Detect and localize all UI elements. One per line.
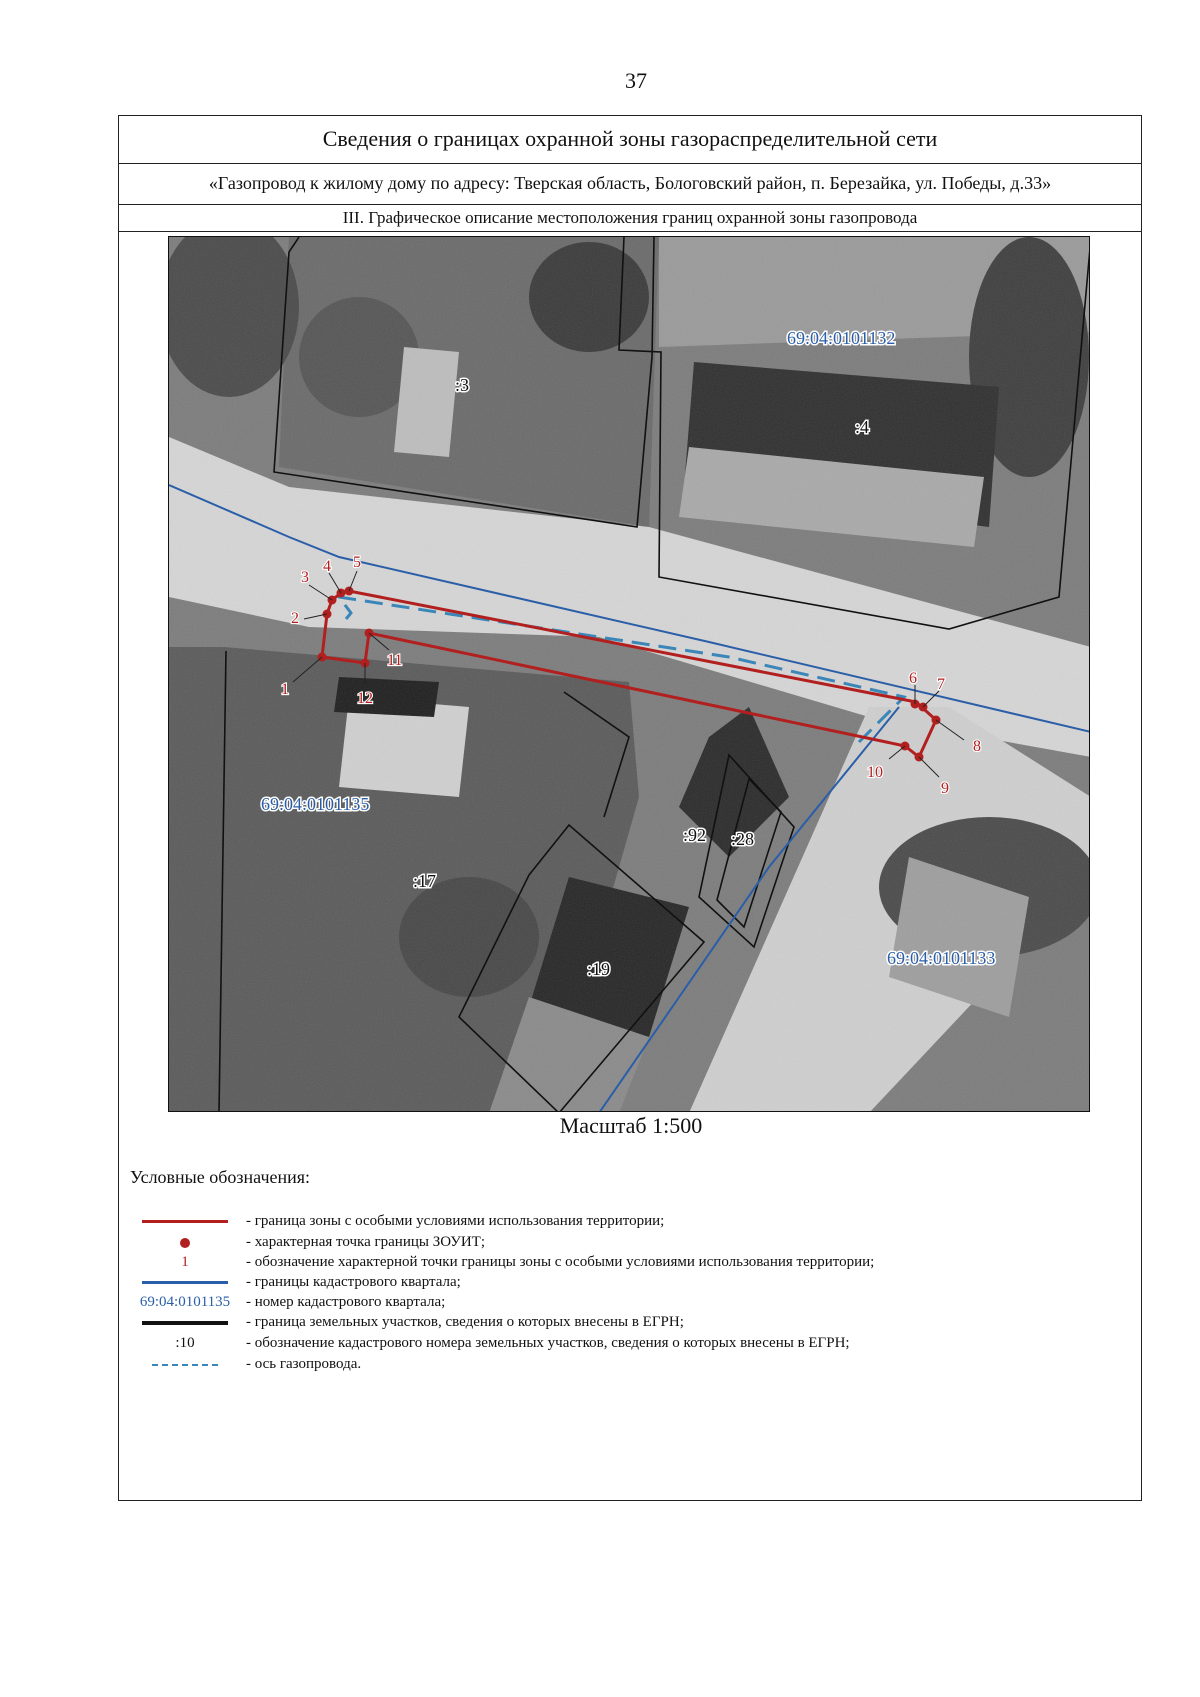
dashed-line-symbol [152,1364,218,1366]
legend-text: - граница зоны с особыми условиями использования территории; [246,1213,665,1229]
quarter-number-sample: 69:04:0101135 [139,1294,231,1310]
red-dot-symbol [180,1238,190,1248]
legend-item-parcel-boundary [126,1312,1136,1333]
page-number: 37 [625,68,647,93]
legend-item-zone-point [126,1232,1136,1253]
point-label-3: 3 [301,569,309,586]
photo-grain [169,237,1090,1112]
point-label-7: 7 [937,676,945,693]
legend-item-quarter-boundary [126,1272,1136,1293]
point-label-2: 2 [291,610,299,627]
point-label-9: 9 [941,780,949,797]
legend-title: Условные обозначения: [130,1167,311,1187]
legend-text: - обозначение кадастрового номера земельных участков, сведения о которых внесены в ЕГРН; [246,1335,850,1351]
map-scale: Масштаб 1:500 [559,1113,703,1138]
point-label-8: 8 [973,738,981,755]
point-label-6: 6 [909,670,917,687]
quarter-label-0101132: 69:04:0101132 [787,328,896,348]
parcel-label-28: :28 [731,829,755,849]
parcel-number-sample: :10 [175,1335,195,1351]
map-svg [169,237,1090,1112]
point-label-1: 1 [281,681,289,698]
quarter-label-0101135: 69:04:0101135 [261,794,370,814]
legend-text: - номер кадастрового квартала; [246,1294,446,1310]
parcel-label-4: :4 [855,417,870,437]
point-label-12: 12 [357,690,373,707]
section-heading: III. Графическое описание местоположения границ охранной зоны газопровода [119,205,1141,232]
parcel-label-3: :3 [455,375,470,395]
point-label-5: 5 [353,554,361,571]
legend-item-quarter-number [126,1292,1136,1313]
parcel-label-92: :92 [683,825,707,845]
object-name: «Газопровод к жилому дому по адресу: Тверская область, Бологовский район, п. Березайка, ул. Победы, д.33» [119,164,1141,205]
legend-text: - характерная точка границы ЗОУИТ; [246,1234,485,1250]
quarter-label-0101133: 69:04:0101133 [887,948,996,968]
point-label-10: 10 [867,764,883,781]
legend-item-parcel-number [126,1333,1136,1354]
legend-item-zone-boundary [126,1211,1136,1232]
red-line-symbol [142,1220,228,1223]
parcel-label-17: :17 [413,871,437,891]
point-number-sample: 1 [181,1254,189,1270]
black-line-symbol [142,1321,228,1325]
blue-line-symbol [142,1281,228,1284]
point-label-11: 11 [387,652,403,669]
legend-text: - ось газопровода. [246,1356,362,1372]
map-area [168,236,1090,1112]
legend-text: - граница земельных участков, сведения о которых внесены в ЕГРН; [246,1314,684,1330]
document-title: Сведения о границах охранной зоны газораспределительной сети [119,116,1141,164]
point-label-4: 4 [323,558,331,575]
legend-item-point-number [126,1252,1136,1273]
legend-text: - обозначение характерной точки границы зоны с особыми условиями использования территории; [246,1254,875,1270]
legend-text: - границы кадастрового квартала; [246,1274,461,1290]
legend-item-pipeline-axis [126,1354,1136,1375]
parcel-label-19: :19 [587,959,611,979]
